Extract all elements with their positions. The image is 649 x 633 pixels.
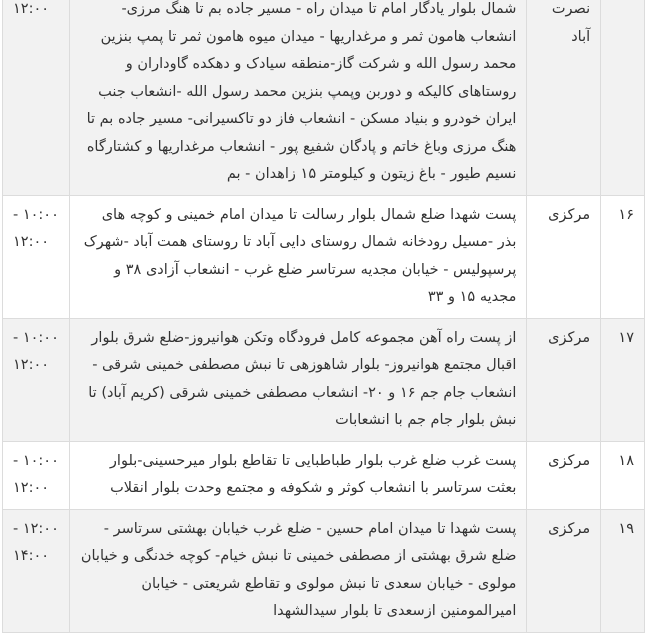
time-end: ۱۲:۰۰	[13, 357, 50, 373]
time-start: ۱۰:۰۰ -	[13, 452, 59, 469]
area-name: نصرت آباد	[527, 0, 601, 195]
outage-time	[3, 0, 70, 195]
time-start: ۱۰:۰۰ -	[13, 206, 59, 223]
time-end: ۱۲:۰۰	[13, 1, 50, 17]
outage-time	[3, 318, 70, 441]
time-end: ۱۴:۰۰	[13, 548, 50, 564]
table-row	[3, 441, 645, 509]
outage-time	[3, 441, 70, 509]
table-row	[3, 0, 645, 195]
outage-description: پست شهدا تا میدان امام حسین - ضلع غرب خیابان بهشتی سرتاسر - ضلع شرق بهشتی از مصطفی خمینی تا نبش خیام- کوچه خدنگی و خیابان مولوی - خیابان سعدی تا نبش مولوی و تقاطع شریعتی - خیابان امیرالمومنین ازسعدی تا بلوار سیدالشهدا	[69, 509, 526, 632]
row-number	[601, 0, 645, 195]
area-name: مرکزی	[527, 441, 601, 509]
table-row	[3, 318, 645, 441]
row-number: ۱۶	[601, 195, 645, 318]
row-number: ۱۸	[601, 441, 645, 509]
area-name: مرکزی	[527, 318, 601, 441]
time-end: ۱۲:۰۰	[13, 234, 50, 250]
table-row	[3, 509, 645, 632]
area-name: مرکزی	[527, 509, 601, 632]
time-start: ۱۲:۰۰ -	[13, 520, 59, 537]
time-start: ۱۰:۰۰ -	[13, 329, 59, 346]
outage-time	[3, 195, 70, 318]
table-row	[3, 195, 645, 318]
area-name: مرکزی	[527, 195, 601, 318]
row-number: ۱۹	[601, 509, 645, 632]
time-end: ۱۲:۰۰	[13, 480, 50, 496]
outage-description: از پست راه آهن مجموعه کامل فرودگاه وتکن هوانیروز-ضلع شرق بلوار اقبال مجتمع هوانیروز- بلوار شاهوزهی تا نبش مصطفی خمینی شرقی - انشعاب جام جم ۱۶ و ۲۰- انشعاب مصطفی خمینی شرقی (کریم آباد) تا نبش بلوار جام جم با انشعابات	[69, 318, 526, 441]
outage-time	[3, 509, 70, 632]
outage-description: پست شهدا ضلع شمال بلوار رسالت تا میدان امام خمینی و کوچه های بذر -مسیل رودخانه شمال روستای دایی آباد تا روستای همت آباد -شهرک پرسپولیس - خیابان مجدیه سرتاسر ضلع غرب - انشعاب آزادی ۳۸ و مجدیه ۱۵ و ۳۳	[69, 195, 526, 318]
outage-description: شمال بلوار یادگار امام تا میدان راه - مسیر جاده بم تا هنگ مرزی- انشعاب هامون ثمر و مرغداریها - میدان میوه هامون ثمر تا پمپ بنزین محمد رسول الله و شرکت گاز-منطقه سیادک و دهکده گاوداران و روستاهای کالیکه و دوربن وپمپ بنزین محمد رسول الله -انشعاب جنب ایران خودرو و بنیاد مسکن - انشعاب فاز دو تاکسیرانی- مسیر جاده بم تا هنگ مرزی وباغ خاتم و پادگان شفیع پور - انشعاب مرغداریها و کشتارگاه نسیم طیور - باغ زیتون و کیلومتر ۱۵ زاهدان - بم	[69, 0, 526, 195]
outage-schedule-table	[2, 0, 645, 633]
row-number: ۱۷	[601, 318, 645, 441]
outage-description: پست غرب ضلع غرب بلوار طباطبایی تا تقاطع بلوار میرحسینی-بلوار بعثت سرتاسر با انشعاب کوثر و شکوفه و مجتمع وحدت بلوار انقلاب	[69, 441, 526, 509]
